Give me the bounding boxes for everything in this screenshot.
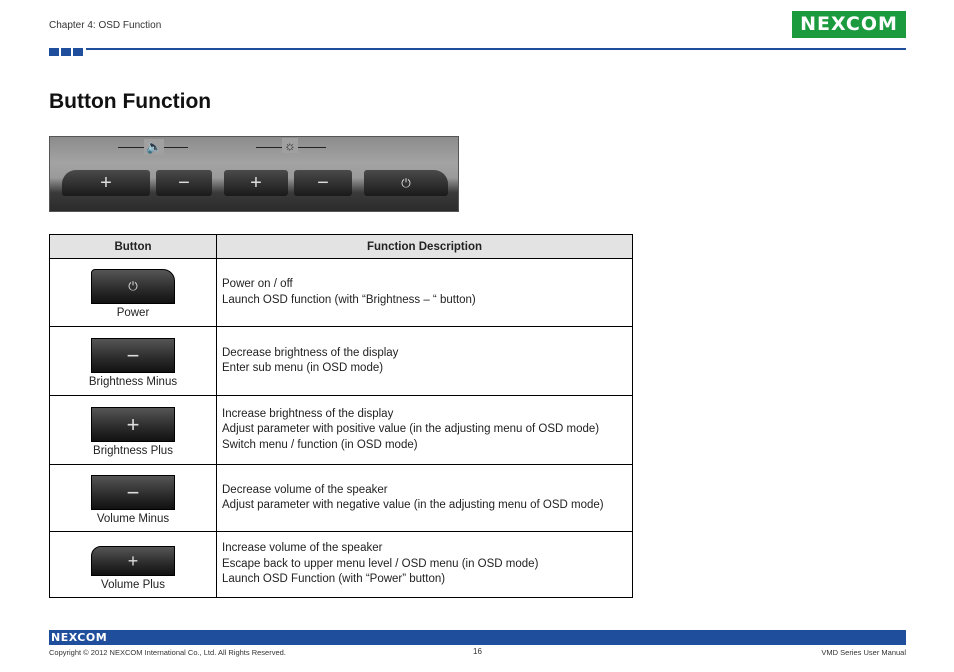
power-icon: ⏻: [401, 176, 411, 190]
description-line: Increase volume of the speaker: [222, 542, 383, 555]
description-cell: [217, 532, 633, 598]
table-row: [50, 396, 633, 465]
page-number: 16: [473, 647, 482, 656]
manual-title: VMD Series User Manual: [821, 648, 906, 657]
volume-plus-key-image: [91, 546, 175, 576]
description-cell: [217, 465, 633, 532]
description-cell: [217, 327, 633, 396]
button-label: Volume Plus: [101, 578, 165, 591]
brightness-minus-key-image: [91, 338, 175, 373]
description-line: Decrease brightness of the display: [222, 346, 399, 359]
panel-volume-plus-button: [62, 170, 150, 196]
table-header-row: [50, 235, 633, 259]
button-label: Brightness Minus: [88, 375, 178, 388]
panel-brightness-minus-button: [294, 170, 352, 196]
table-row: [50, 259, 633, 327]
description-line: Power on / off: [222, 278, 293, 290]
description-line: Launch OSD Function (with “Power” button): [222, 573, 446, 586]
brightness-bracket: [256, 138, 326, 160]
description-line: Switch menu / function (in OSD mode): [222, 438, 418, 451]
button-label: Power: [116, 307, 150, 319]
description-line: Enter sub menu (in OSD mode): [222, 362, 384, 374]
footer-bar: [49, 630, 906, 645]
plus-icon: +: [127, 550, 139, 571]
description-line: Decrease volume of the speaker: [222, 483, 388, 496]
description-cell: [217, 396, 633, 465]
description-cell: [217, 259, 633, 327]
speaker-icon: 🔈: [146, 139, 163, 154]
table-row: [50, 327, 633, 396]
panel-volume-minus-button: [156, 170, 212, 196]
button-label: Brightness Plus: [93, 444, 173, 457]
header-square-2: [61, 48, 71, 56]
button-cell: [50, 396, 217, 465]
brightness-plus-key-image: [91, 407, 175, 442]
header-function-description: Function Description: [217, 235, 633, 259]
header-rule: [86, 48, 906, 50]
button-function-table: [49, 234, 633, 598]
button-cell: [50, 259, 217, 327]
minus-icon: −: [126, 479, 140, 505]
button-cell: [50, 465, 217, 532]
panel-power-button: [364, 170, 448, 196]
table-row: [50, 465, 633, 532]
plus-icon: +: [100, 172, 112, 194]
volume-bracket: [118, 139, 188, 160]
button-cell: [50, 327, 217, 396]
minus-icon: −: [317, 172, 329, 194]
description-line: Adjust parameter with positive value (in the adjusting menu of OSD mode): [222, 423, 600, 436]
header-square-1: [49, 48, 59, 56]
description-line: Launch OSD function (with “Brightness – “ button): [222, 293, 476, 306]
button-label: Volume Minus: [96, 512, 170, 525]
page-title: Button Function: [49, 90, 212, 113]
plus-icon: +: [126, 411, 140, 437]
footer-logo: NEXCOM: [51, 631, 108, 644]
panel-brightness-plus-button: [224, 170, 288, 196]
minus-icon: −: [126, 342, 140, 368]
button-cell: [50, 532, 217, 598]
copyright-text: Copyright © 2012 NEXCOM International Co., Ltd. All Rights Reserved.: [49, 648, 286, 657]
chapter-label: Chapter 4: OSD Function: [49, 20, 162, 31]
button-panel-photo: [49, 136, 459, 212]
header-square-3: [73, 48, 83, 56]
table-row: [50, 532, 633, 598]
power-key-image: [91, 269, 175, 304]
power-icon: ⏻: [128, 279, 138, 293]
nexcom-logo: [792, 11, 906, 38]
minus-icon: −: [178, 172, 190, 194]
header-button: Button: [50, 235, 217, 259]
description-line: Increase brightness of the display: [222, 407, 394, 420]
logo-text: NEXCOM: [800, 13, 898, 35]
description-line: Adjust parameter with negative value (in the adjusting menu of OSD mode): [222, 499, 604, 511]
volume-minus-key-image: [91, 475, 175, 510]
plus-icon: +: [250, 172, 262, 194]
brightness-icon: ☼: [284, 138, 296, 153]
description-line: Escape back to upper menu level / OSD menu (in OSD mode): [222, 557, 539, 570]
